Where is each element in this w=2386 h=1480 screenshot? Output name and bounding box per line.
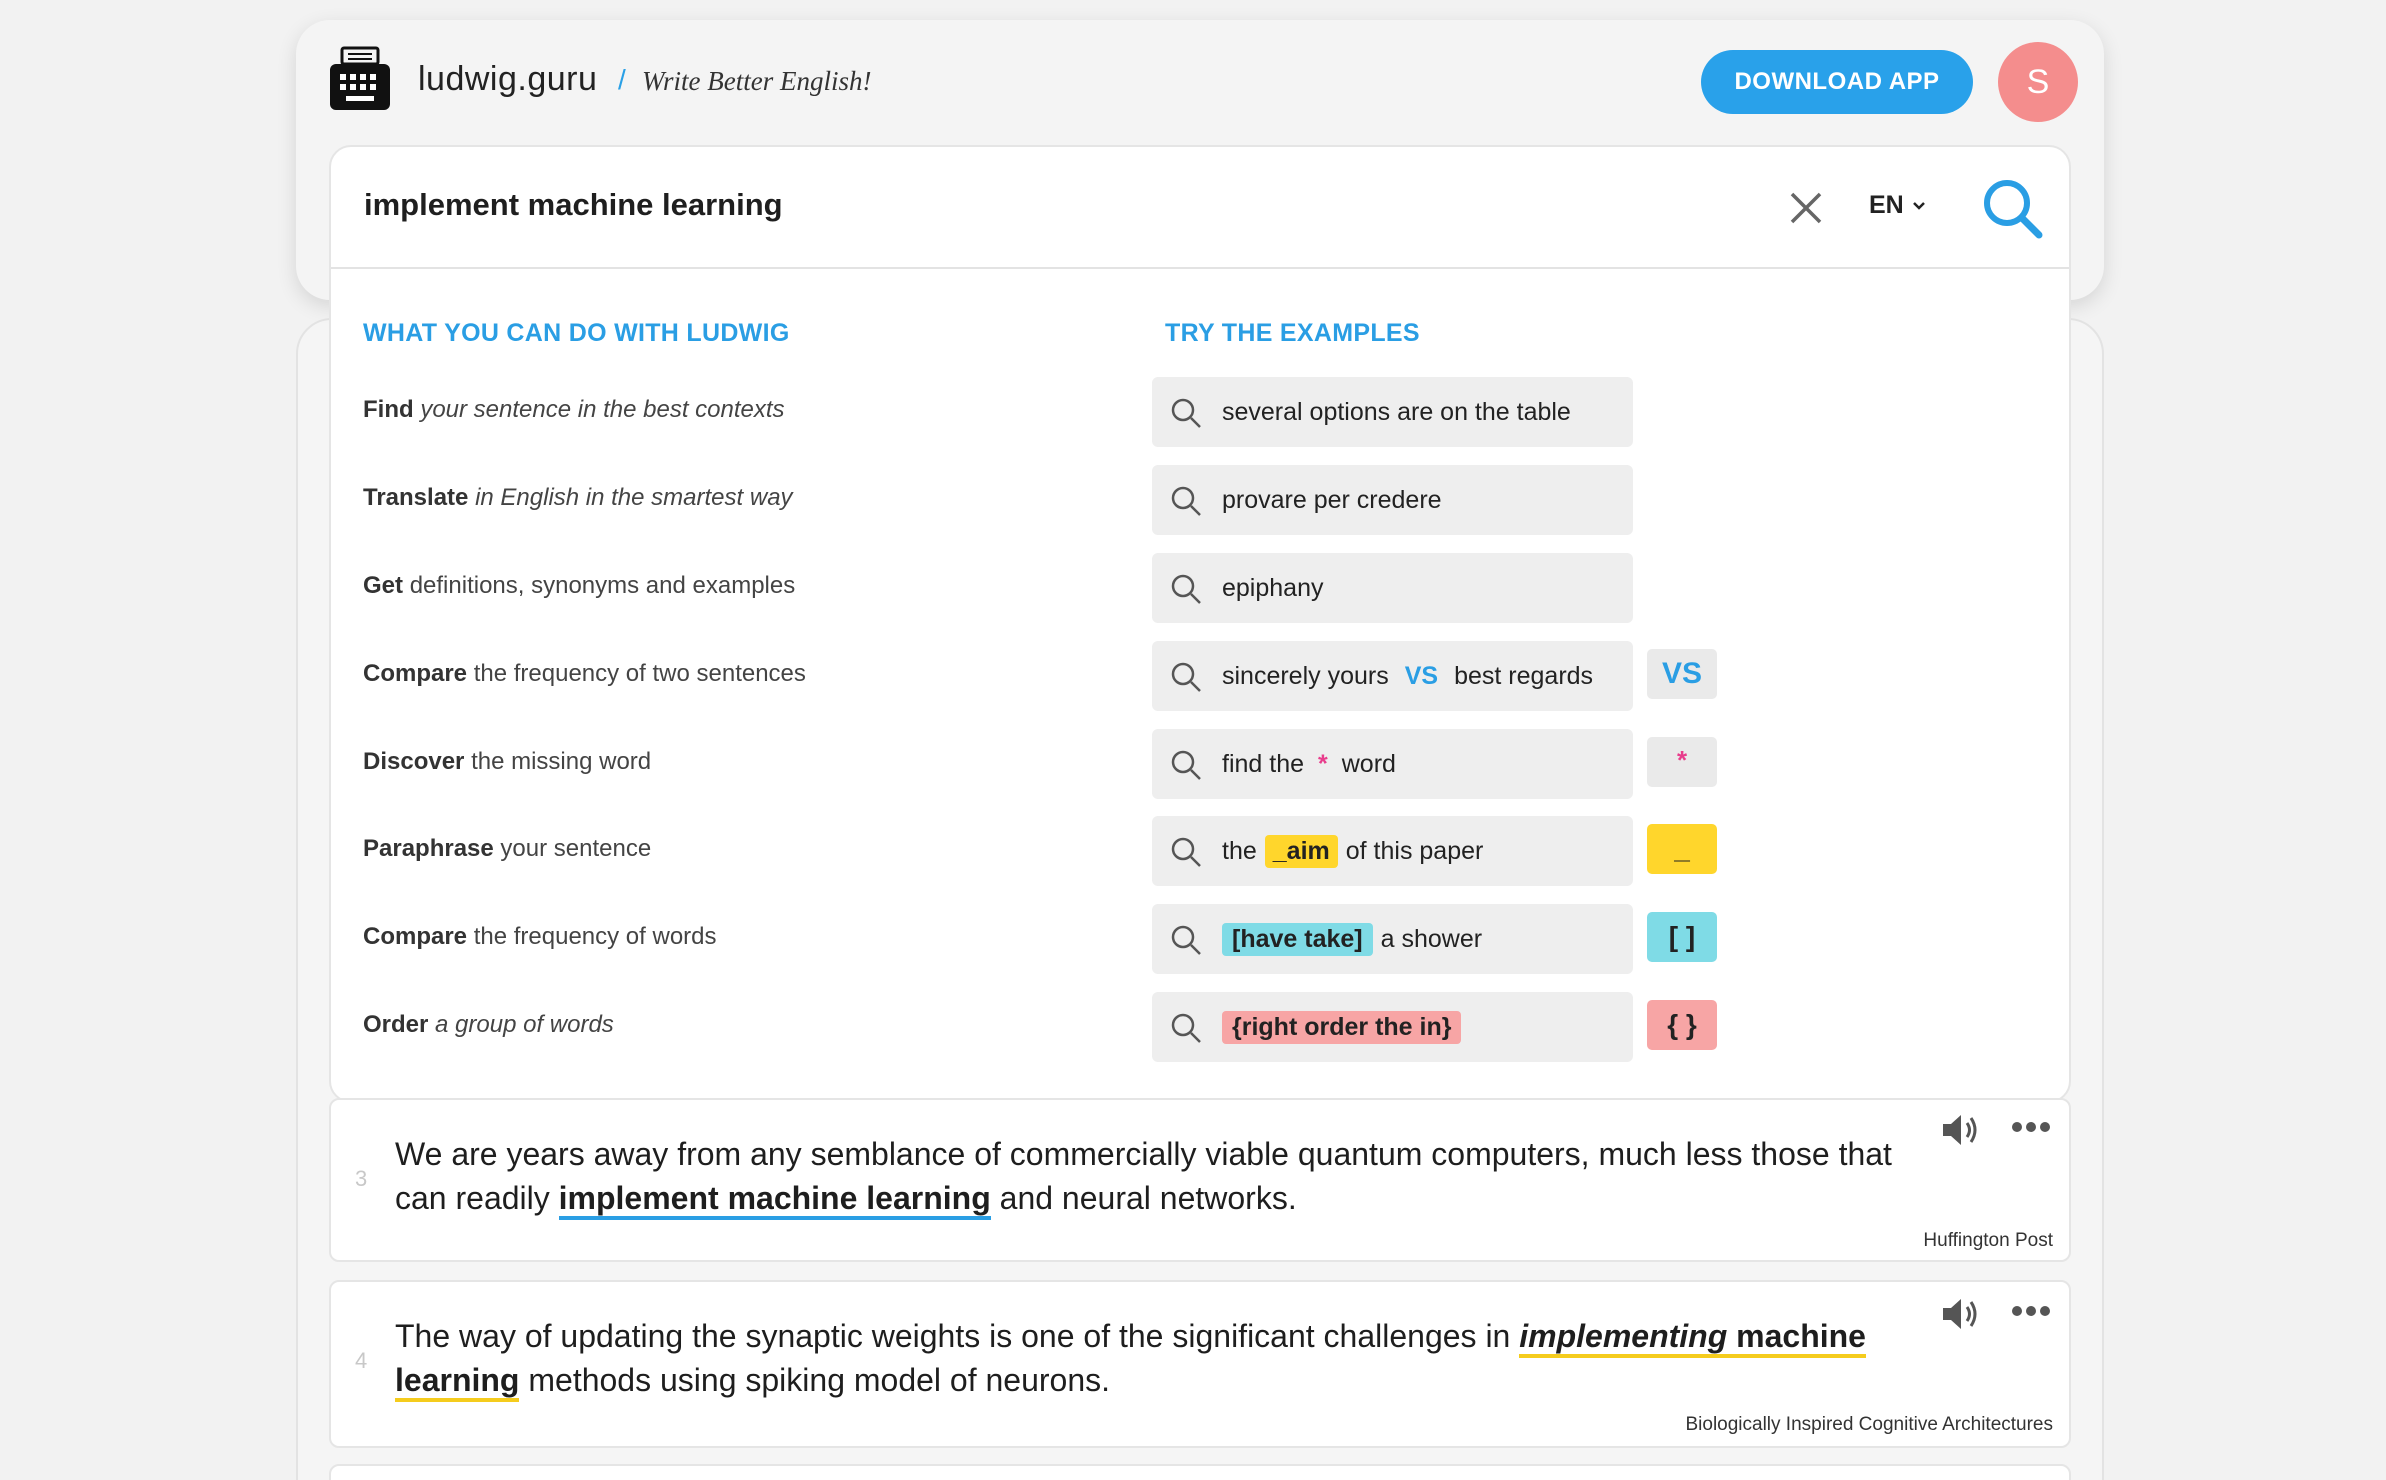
search-bar	[331, 147, 2069, 269]
result-number: 3	[355, 1166, 368, 1191]
search-icon	[1170, 924, 1202, 956]
search-icon	[1170, 749, 1202, 781]
speaker-icon[interactable]	[1941, 1112, 1981, 1148]
feature-item: Compare the frequency of two sentences	[363, 660, 806, 687]
brackets-operator-tag[interactable]: [ ]	[1647, 912, 1717, 962]
close-icon[interactable]	[1788, 190, 1824, 226]
chevron-down-icon	[1912, 201, 1926, 211]
example-find[interactable]: several options are on the table	[1152, 377, 1633, 447]
result-source[interactable]: Biologically Inspired Cognitive Architectures	[1685, 1414, 2053, 1435]
underscore-operator-tag[interactable]: _	[1647, 824, 1717, 874]
brand-name[interactable]: ludwig.guru	[418, 60, 598, 98]
result-source[interactable]: Huffington Post	[1923, 1230, 2053, 1251]
download-app-button[interactable]: DOWNLOAD APP	[1701, 50, 1973, 114]
result-number: 4	[355, 1348, 368, 1373]
braces-operator-tag[interactable]: { }	[1647, 1000, 1717, 1050]
result-sentence: We are years away from any semblance of commercially viable quantum computers, much less those that can readily implement machine learning and neural networks.	[395, 1132, 1915, 1220]
speaker-icon[interactable]	[1941, 1296, 1981, 1332]
feature-item: Order a group of words	[363, 1011, 614, 1038]
example-translate[interactable]: provare per credere	[1152, 465, 1633, 535]
search-icon	[1170, 573, 1202, 605]
feature-item: Translate in English in the smartest way	[363, 484, 793, 511]
search-icon	[1170, 485, 1202, 517]
example-missing-word[interactable]: find the * word	[1152, 729, 1633, 799]
more-options-icon[interactable]	[2011, 1304, 2051, 1318]
more-options-icon[interactable]	[2011, 1120, 2051, 1134]
tagline: Write Better English!	[642, 66, 872, 96]
example-paraphrase[interactable]: the _aim of this paper	[1152, 816, 1633, 886]
brand-separator: /	[618, 64, 626, 95]
wildcard-operator-tag[interactable]: *	[1647, 737, 1717, 787]
search-icon	[1170, 661, 1202, 693]
language-label: EN	[1869, 191, 1904, 219]
feature-item: Paraphrase your sentence	[363, 835, 652, 862]
feature-item: Discover the missing word	[363, 748, 652, 775]
result-card[interactable]	[329, 1280, 2071, 1448]
feature-item: Get definitions, synonyms and examples	[363, 572, 796, 599]
example-order-words[interactable]: {right order the in}	[1152, 992, 1633, 1062]
search-input[interactable]: implement machine learning	[364, 187, 783, 222]
avatar[interactable]: S	[1998, 42, 2078, 122]
typewriter-logo-icon[interactable]	[328, 46, 392, 112]
result-card[interactable]	[329, 1464, 2071, 1480]
example-compare-words[interactable]: [have take] a shower	[1152, 904, 1633, 974]
features-heading: WHAT YOU CAN DO WITH LUDWIG	[363, 319, 790, 347]
result-sentence: The way of updating the synaptic weights is one of the significant challenges in implementing machine learning methods using spiking model of neurons.	[395, 1314, 1915, 1402]
examples-heading: TRY THE EXAMPLES	[1165, 319, 1420, 347]
example-define[interactable]: epiphany	[1152, 553, 1633, 623]
search-dropdown	[329, 145, 2071, 1103]
search-icon	[1170, 1012, 1202, 1044]
search-icon	[1170, 397, 1202, 429]
language-select[interactable]	[1869, 191, 1926, 220]
result-card[interactable]	[329, 1098, 2071, 1262]
search-icon[interactable]	[1981, 177, 2045, 241]
search-icon	[1170, 836, 1202, 868]
example-compare-sentences[interactable]: sincerely yours VS best regards	[1152, 641, 1633, 711]
vs-operator-tag[interactable]: VS	[1647, 649, 1717, 699]
feature-item: Find your sentence in the best contexts	[363, 396, 785, 423]
feature-item: Compare the frequency of words	[363, 923, 717, 950]
